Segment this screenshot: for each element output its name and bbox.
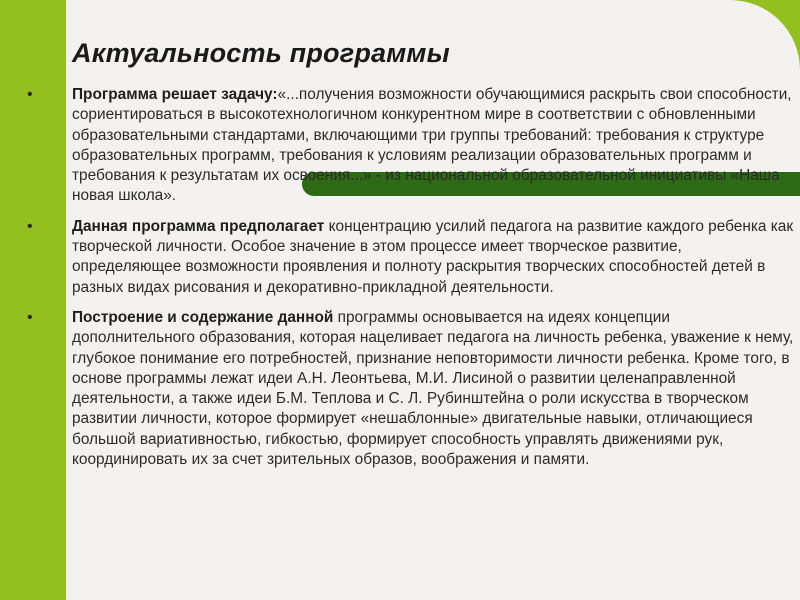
bullet-icon: • bbox=[27, 308, 33, 326]
bullet-text: программы основывается на идеях концепции дополнительного образования, которая нацеливает педагога на личность ребенка, уважение к нему, глубокое понимание его потребностей, признание неповторимости личности ребенка. Кроме того, в основе программы лежат идеи А.Н. Леонтьева, М.И. Лисиной о развитии целенаправленной деятельности, а также идеи Б.М. Теплова и С. Л. Рубинштейна о роли искусства в творческом развитии личности, которое формирует «нешаблонные» двигательные навыки, отличающиеся большой вариативностью, гибкостью, формирует способность управлять движениями рук, координировать их за счет зрительных образов, воображения и памяти. bbox=[72, 308, 794, 469]
bullet-item bbox=[27, 308, 794, 470]
bullet-icon: • bbox=[27, 86, 33, 103]
bullet-text: концентрацию усилий педагога на развитие каждого ребенка как творческой личности. Особое значение в этом процессе имеет творческое развитие, определяющее возможности проявления и полноту раскрытия творческих способностей детей в разных видах рисования и декоративно-прикладной деятельности. bbox=[72, 217, 794, 296]
left-accent-bar bbox=[0, 0, 66, 600]
bullet-lead: Программа решает задачу: bbox=[72, 86, 278, 103]
bullet-icon: • bbox=[27, 217, 33, 235]
bullet-item bbox=[27, 217, 794, 298]
slide-title: Актуальность программы bbox=[72, 38, 450, 68]
bullet-lead: Построение и содержание данной bbox=[72, 308, 334, 326]
bullet-list bbox=[27, 85, 794, 480]
bullet-item bbox=[27, 85, 794, 207]
bullet-lead: Данная программа предполагает bbox=[72, 217, 325, 235]
bullet-text: «...получения возможности обучающимися раскрыть свои способности, сориентироваться в высокотехнологичном конкурентном мире в соответствии с обновленными образовательными стандартами, включающими три группы требований: требования к структуре образовательных программ, требования к условиям реализации образовательных программ и требования к результатам их освоения...» - из национальной образовательной инициативы «Наша новая школа». bbox=[72, 86, 792, 205]
